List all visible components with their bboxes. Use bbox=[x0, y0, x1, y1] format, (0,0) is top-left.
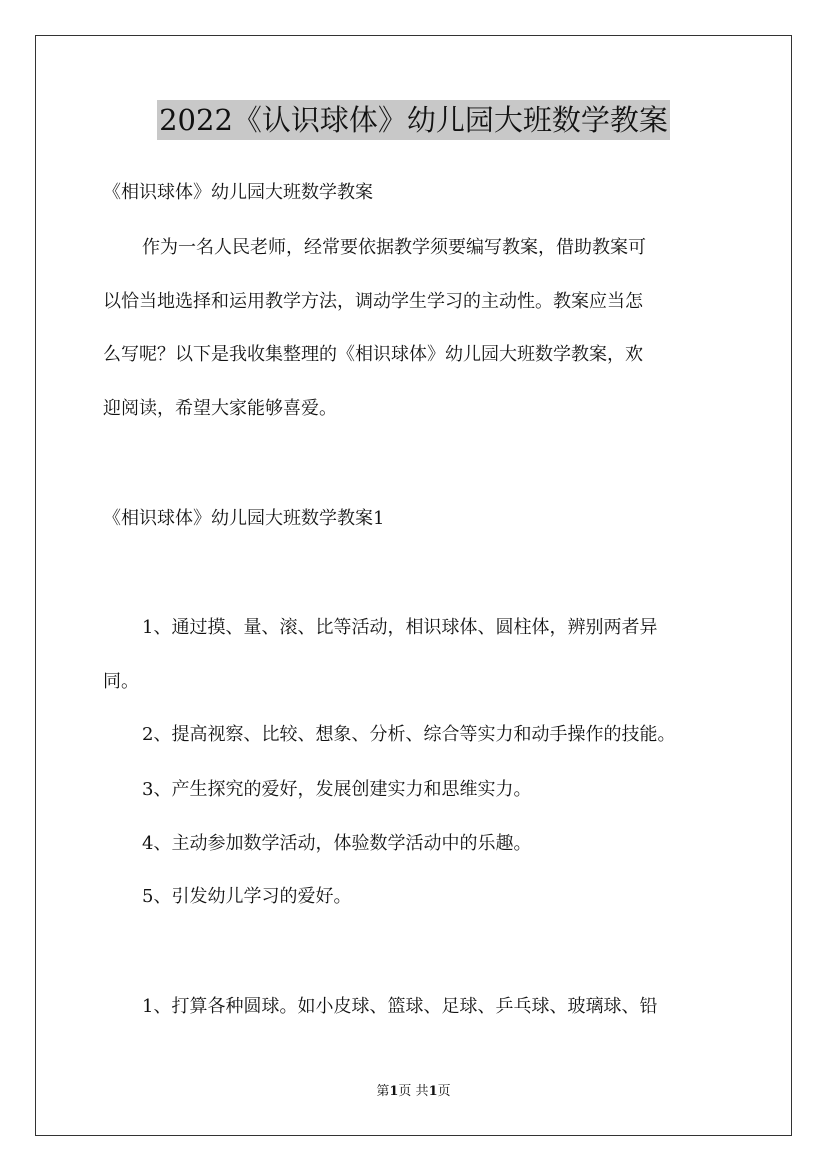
footer-total-pages: 1 bbox=[428, 1084, 438, 1099]
footer-pre: 第 bbox=[376, 1084, 390, 1099]
title-wrap bbox=[0, 100, 827, 140]
goal-line-5: 4、主动参加数学活动，体验数学活动中的乐趣。 bbox=[142, 833, 532, 854]
subtitle: 《相识球体》幼儿园大班数学教案 bbox=[103, 182, 373, 203]
document-title: 2022《认识球体》幼儿园大班数学教案 bbox=[157, 100, 670, 140]
intro-line-2: 以恰当地选择和运用教学方法，调动学生学习的主动性。教案应当怎 bbox=[103, 291, 643, 312]
intro-line-4: 迎阅读，希望大家能够喜爱。 bbox=[103, 398, 337, 419]
goal-line-6: 5、引发幼儿学习的爱好。 bbox=[142, 886, 352, 907]
goal-line-4: 3、产生探究的爱好，发展创建实力和思维实力。 bbox=[142, 779, 532, 800]
goal-line-1: 1、通过摸、量、滚、比等活动，相识球体、圆柱体，辨别两者异 bbox=[142, 617, 658, 638]
intro-line-3: 么写呢？以下是我收集整理的《相识球体》幼儿园大班数学教案，欢 bbox=[103, 344, 643, 365]
footer-mid: 页 共 bbox=[398, 1084, 429, 1099]
footer-current-page: 1 bbox=[389, 1084, 399, 1099]
footer-post: 页 bbox=[437, 1084, 451, 1099]
section-heading: 《相识球体》幼儿园大班数学教案1 bbox=[103, 508, 385, 529]
prep-line-1: 1、打算各种圆球。如小皮球、篮球、足球、乒乓球、玻璃球、铅 bbox=[142, 996, 658, 1017]
intro-line-1: 作为一名人民老师，经常要依据教学须要编写教案，借助教案可 bbox=[142, 237, 646, 258]
goal-line-3: 2、提高视察、比较、想象、分析、综合等实力和动手操作的技能。 bbox=[142, 724, 676, 745]
page-footer bbox=[0, 1083, 827, 1101]
goal-line-2: 同。 bbox=[103, 671, 139, 692]
